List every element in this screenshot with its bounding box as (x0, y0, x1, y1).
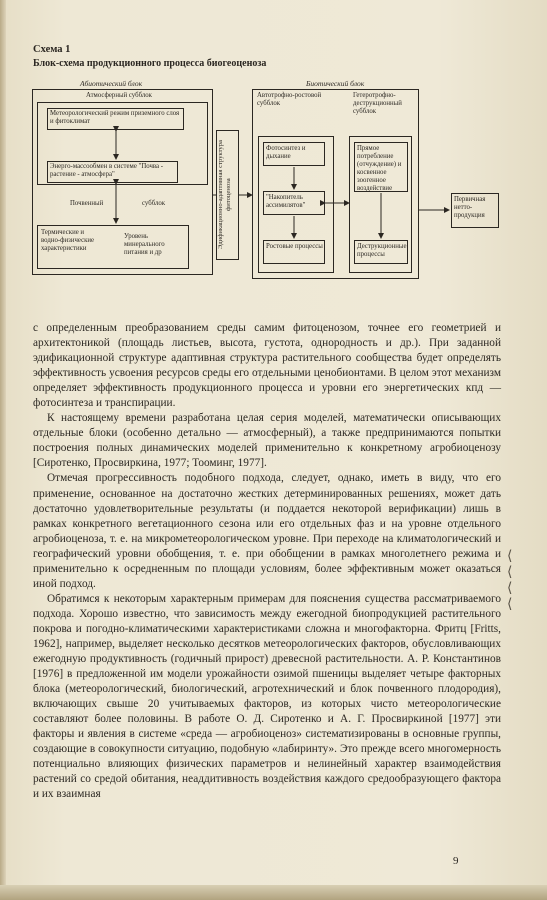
growth-processes-text: Ростовые процессы (266, 243, 323, 250)
soil-subblock-label-left: Почвенный (70, 200, 104, 207)
accumulator-text: "Накопитель ассимилятов" (266, 194, 306, 209)
atmospheric-subblock-label: Атмосферный субблок (86, 92, 152, 99)
page-number: 9 (453, 855, 459, 867)
meteo-regime-text: Метеорологический режим приземного слоя и фитоклимат (50, 110, 180, 125)
diagram-arrows (28, 75, 533, 285)
photosynthesis-text: Фотосинтез и дыхание (266, 145, 306, 160)
body-text (33, 321, 501, 803)
energy-exchange-text: Энерго-массообмен в системе "Почва - растение - атмосфера" (50, 163, 163, 178)
mineral-nutrition-text: Уровень минерального питания и др (124, 233, 165, 256)
paragraph-3: Отмечая прогрессивность подобного подхода, следует, однако, иметь в виду, что его применение, основанное на достаточно жестких детерминированных решениях, может дать достаточно удовлетворительные результаты (и поддается некоторой верификации) лишь в рамках конкретного вегетационного сезона или его отдельных фаз и на уровне отдельного агробиоценоза, т. е. на микрометеорологическом уровне. При переходе на климатологический и географический уровни обобщения, т. е. при обобщении в рамках многолетнего режима и применительно к осредненным по площади условиям, более эффективным может оказаться иной подход. (33, 472, 501, 590)
book-spine (0, 0, 6, 900)
destructive-processes-text: Деструкционные процессы (357, 243, 407, 258)
edification-structure-text: Эдификационно-адаптивная структура фитоценоза (217, 140, 232, 250)
biotic-block-title: Биотический блок (306, 79, 365, 88)
heterotrophic-subblock-label: Гетеротрофно-деструкционный субблок (353, 92, 402, 115)
margin-pencil-mark: ⟨ ⟨ ⟨ ⟨ (507, 548, 513, 612)
paragraph-4: Обратимся к некоторым характерным примерам для пояснения существа рассматриваемого подхода. Хорошо известно, что зависимость между ежегодной биопродукцией растительного покрова и погодно-климатическими характеристиками сложна и многофакторна. Фритц [Fritts, 1962], например, выделяет несколько десятков метеорологических факторов, обусловливающих ежегодную продуктивность (годичный прирост) древесной растительности. А. Р. Константинов [1976] в предложенной им модели урожайности озимой пшеницы выделяет четыре факторных блока (метеорологический, биологический, агротехнический и блок почвенного плодородия), включающих свыше 20 учитываемых факторов, из которых чисто метеорологические составляют более половины. В работе О. Д. Сиротенко и А. Г. Просвиркиной [1977] эти факторы и явления в системе «среда — агробиоценоз» систематизированы в основные группы, создающие в совокупности ситуацию, подобную «лабиринту». Это прежде всего многомерность потенциально влияющих физических параметров и нелинейный характер взаимодействия растений со средой обитания, неаддитивность воздействия каждого средообразующего фактора и их взаимная (33, 592, 501, 801)
scheme-label: Схема 1 (33, 44, 71, 55)
block-diagram (28, 75, 533, 285)
page-bottom-edge (0, 885, 547, 900)
direct-consumption-text: Прямое потребление (отчуждение) и косвенное зоогенное воздействие (357, 145, 402, 192)
paragraph-1: с определенным преобразованием среды самим фитоценозом, точнее его геометрией и архитектоникой (площадь листьев, высота, густота, однородность и др.). При заданной эдификационной структуре адаптивная структура растительного сообщества будет определять эффективность усвоения ресурсов среды его отдельными ценобионтами. В целом этот механизм определяет эффективность продукционного процесса и уровни его энергетических кпд — фотосинтеза и транспирации. (33, 322, 501, 410)
autotrophic-subblock-label: Автотрофно-ростовой субблок (257, 92, 322, 107)
paragraph-2: К настоящему времени разработана целая серия моделей, математически описывающих отдельные блоки (особенно детально — атмосферный), а также предпринимаются попытки построения полных динамических моделей применительно к конкретному агробиоценозу [Сиротенко, Просвиркина, 1977; Тооминг, 1977]. (33, 412, 501, 470)
soil-subblock-label-right: субблок (142, 200, 166, 207)
thermal-regime-text: Термические и водно-физические характеристики (41, 229, 95, 252)
abiotic-block-title: Абиотический блок (80, 79, 143, 88)
scheme-title: Блок-схема продукционного процесса биогеоценоза (33, 58, 267, 69)
primary-production-text: Первичная нетто-продукция (454, 196, 486, 219)
